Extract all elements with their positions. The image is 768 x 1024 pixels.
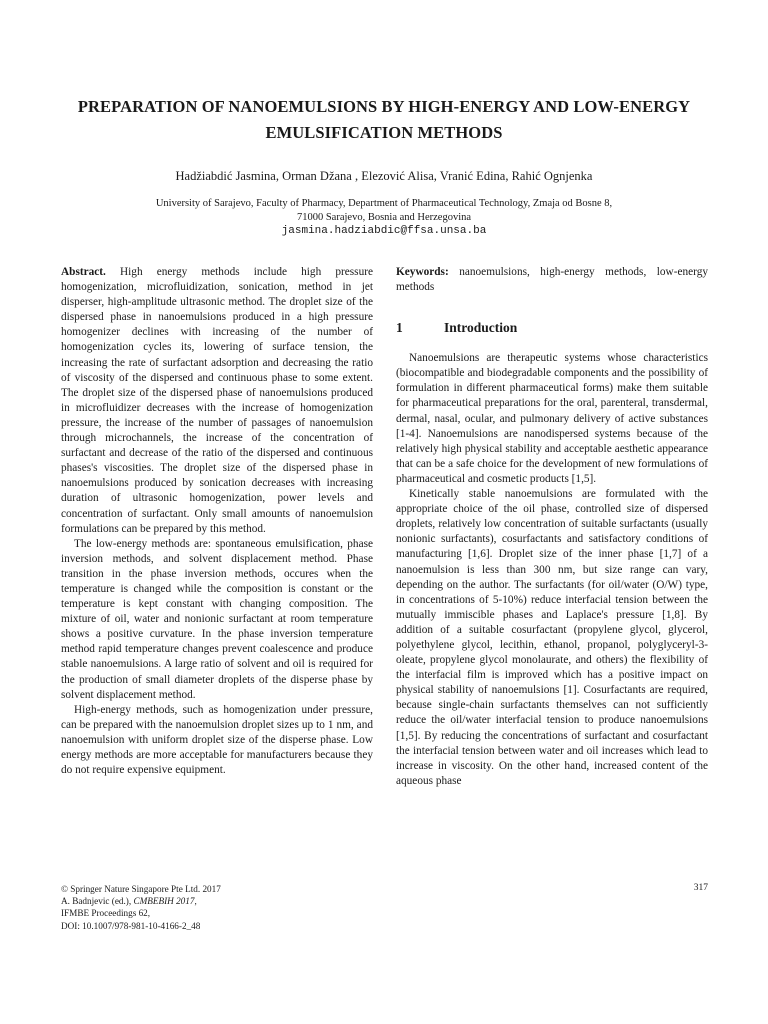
affiliation-line-2: 71000 Sarajevo, Bosnia and Herzegovina xyxy=(296,211,472,223)
copyright-line: © Springer Nature Singapore Pte Ltd. 2017 xyxy=(61,884,221,894)
author-list: Hadžiabdić Jasmina, Orman Džana , Elezović Alisa, Vranić Edina, Rahić Ognjenka xyxy=(175,169,593,183)
left-column xyxy=(61,265,373,778)
keywords-paragraph xyxy=(396,265,708,295)
series-line: IFMBE Proceedings 62, xyxy=(61,908,151,919)
paper-title: PREPARATION OF NANOEMULSIONS BY HIGH-ENERGY AND LOW-ENERGY EMULSIFICATION METHODS xyxy=(77,97,691,142)
editor-suffix: , xyxy=(194,896,197,907)
keywords-label: Keywords: xyxy=(396,266,449,278)
intro-paragraph-2: Kinetically stable nanoemulsions are formulated with the appropriate choice of the oil phase, controlled size of dispersed droplets, relatively low concentration of suitable surfactants (usually nonionic surfactants), cosurfactants and satisfactory conditions of manufacturing [1,6]. Droplet size of the inner phase [1,7] of a nanoemulsion is less than 300 nm, but size range can vary, depending on the author. The surfactants (for oil/water (O/W) type, in concentrations of 5-10%) reduce interfacial tension between the mutually immiscible phases and Laplace's pressure [1,8]. By addition of a suitable cosurfactant (propylene glycol, glycerol, polyethylene glycol, lecithin, ethanol, propanol, polyglyceryl-3-oleate, propylene glycol monolaurate, and others) the flexibility of the interfacial film is improved which has a positive impact on physical stability of nanoemulsions [1]. Cosurfactants are required, because single-chain surfactants themselves can not sufficiently reduce the oil/water interfacial tension to produce nanoemulsions [1,5]. By reducing the concentrations of surfactant and cosurfactant the interfacial tension between water and oil increases which lead to increase in viscosity. On the other hand, increased content of the aqueous phase xyxy=(396,488,708,787)
page-number: 317 xyxy=(693,883,708,893)
abstract-text-1: High energy methods include high pressure homogenization, microfluidization, sonication, method in jet disperser, high-amplitude ultrasonic method. The droplet size of the dispersed phase in nanoemulsions produced in a high pressure homogenizer declines with increasing of the number of homogenization cycles its, lowering of surface tension, the increasing the rate of surfactant adsorption and decreasing the ratio of viscosity of the dispersed and continuous phase to some extent. The droplet size of the dispersed phase of nanoemulsions produced in microfluidizer decreases with the increase of homogenization pressure, the increase of the number of passages of nanoemulsion through microchannels, the increase of the concentration of surfactant and decrease of the ratio of the dispersed and continuous phases's viscosities. The droplet size of the dispersed phase in nanoemulsions produced by sonication decreases with increasing duration of ultrasonic homogenization, power levels and concentration of surfactant. Only small amounts of nanoemulsion formulations can be prepared by this method. xyxy=(61,266,373,535)
intro-paragraph-1: Nanoemulsions are therapeutic systems whose characteristics (biocompatible and biodegradable components and the possibility of formulation in different pharmaceutical forms) make them suitable for pharmaceutical preparations for the oral, parenteral, transdermal, dermal, nasal, ocular, and pulmonary delivery of active substances [1-4]. Nanoemulsions are nanodispersed systems because of the relatively high physical stability and acceptable aesthetic appearance that can be a safe choice for the development of new formulations of pharmaceutical and cosmetic products [1,5]. xyxy=(396,352,708,485)
abstract-paragraph-1 xyxy=(61,265,373,537)
doi-line: DOI: 10.1007/978-981-10-4166-2_48 xyxy=(61,920,201,931)
section-number: 1 xyxy=(396,320,403,336)
section-title: Introduction xyxy=(444,320,518,336)
section-heading xyxy=(396,319,708,337)
abstract-paragraph-2: The low-energy methods are: spontaneous emulsification, phase inversion methods, and solvent displacement method. Phase transition in the phase inversion methods, occures when the temperature is changed while the composition is constant or the temperature is kept constant with changing composition. The mixture of oil, water and nonionic surfactant at room temperature shows a positive curvature. In the phase inversion temperature method rapid temperature changes prevent coalescence and produce stable nanoemulsions. A large ratio of solvent and oil is required for the production of small diameter droplets of the disperse phase by solvent displacement method. xyxy=(61,537,373,701)
keywords-text: nanoemulsions, high-energy methods, low-energy methods xyxy=(396,266,709,294)
abstract-paragraph-3: High-energy methods, such as homogenization under pressure, can be prepared with the nanoemulsion droplet sizes up to 1 nm, and nanoemulsion with uniform droplet size of the disperse phase. Low energy methods are more acceptable for manufacturers because they do not require expensive equipment. xyxy=(61,703,373,777)
affiliation-line-1: University of Sarajevo, Faculty of Pharmacy, Department of Pharmaceutical Technology, Zmaja od Bosne 8, xyxy=(155,198,613,209)
proceedings-name: CMBEBIH 2017 xyxy=(133,896,195,907)
copyright-footer xyxy=(61,883,361,932)
editor-prefix: A. Badnjevic (ed.), xyxy=(61,896,134,907)
right-column xyxy=(396,265,708,789)
affiliation-block xyxy=(60,197,708,238)
author-email[interactable]: jasmina.hadziabdic@ffsa.unsa.ba xyxy=(281,225,487,237)
abstract-label: Abstract. xyxy=(61,266,106,278)
